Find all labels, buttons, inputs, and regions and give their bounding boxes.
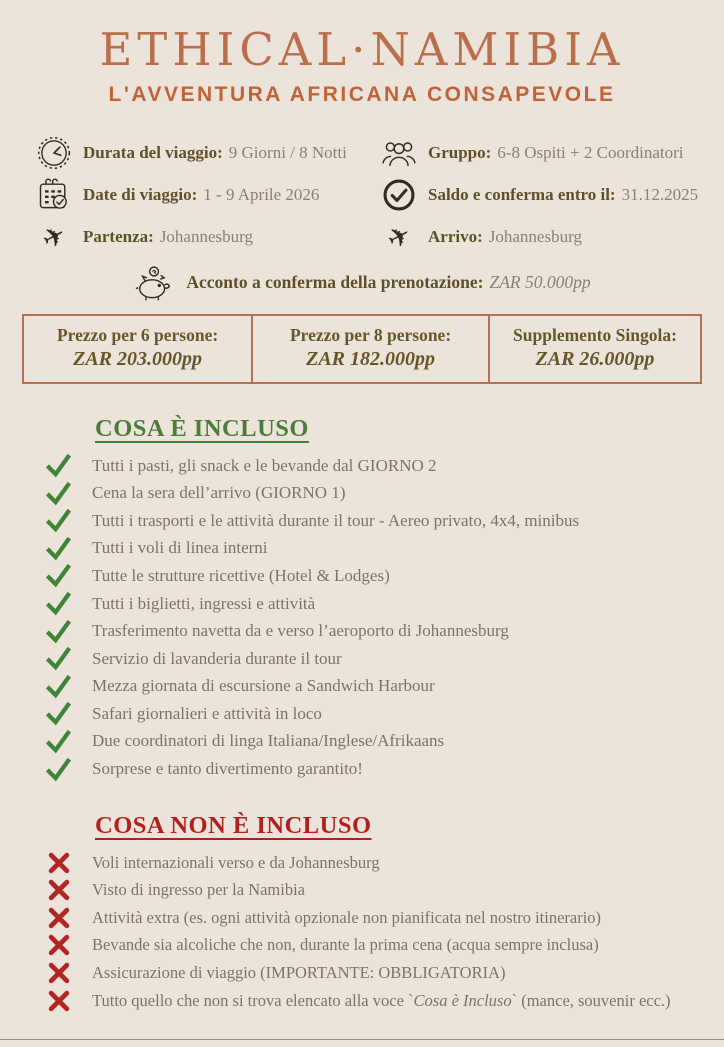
- not-included-item-text: Bevande sia alcoliche che non, durante la prima cena (acqua sempre inclusa): [92, 935, 599, 955]
- not-included-item: [0, 904, 724, 932]
- check-icon: [46, 591, 71, 616]
- not-included-item: [0, 959, 724, 987]
- info-label: Durata del viaggio:: [83, 143, 223, 163]
- not-included-item: [0, 849, 724, 877]
- price-value: ZAR 203.000pp: [73, 347, 203, 370]
- x-icon: [46, 988, 71, 1013]
- check-icon: [46, 536, 71, 561]
- info-value: 31.12.2025: [621, 185, 699, 205]
- included-heading: COSA È INCLUSO: [95, 414, 309, 442]
- not-included-item: [0, 876, 724, 904]
- x-icon: [46, 933, 71, 958]
- info-label: Gruppo:: [428, 143, 492, 163]
- not-included-section: [0, 812, 724, 1015]
- page-edge-line: [0, 1039, 724, 1040]
- not-included-item-text: Visto di ingresso per la Namibia: [92, 880, 306, 900]
- info-value: 1 - 9 Aprile 2026: [203, 185, 320, 205]
- deposit-row: [0, 262, 724, 304]
- included-item-text: Tutti i biglietti, ingressi e attività: [92, 593, 316, 613]
- included-item-text: Tutti i pasti, gli snack e le bevande dal GIORNO 2: [92, 455, 437, 475]
- deposit-value: ZAR 50.000pp: [489, 272, 591, 293]
- check-icon: [46, 729, 71, 754]
- price-value: ZAR 182.000pp: [306, 347, 436, 370]
- check-icon: [46, 453, 71, 478]
- included-item: [0, 617, 724, 645]
- included-item-text: Tutti i trasporti e le attività durante il tour - Aereo privato, 4x4, minibus: [92, 510, 580, 530]
- included-section: [0, 415, 724, 783]
- x-icon: [46, 961, 71, 986]
- last-item-suffix: ` (mance, souvenir ecc.): [511, 990, 671, 1010]
- page-title: ETHICAL·NAMIBIA: [99, 23, 625, 76]
- not-included-item-text: Assicurazione di viaggio (IMPORTANTE: OBBLIGATORIA): [92, 963, 506, 983]
- info-value: 6-8 Ospiti + 2 Coordinatori: [497, 143, 684, 163]
- included-item: [0, 728, 724, 756]
- included-item: [0, 479, 724, 507]
- info-row-arrival: [379, 219, 724, 256]
- check-icon: [46, 757, 71, 782]
- included-item-text: Tutti i voli di linea interni: [92, 538, 268, 558]
- info-row-departure: [34, 219, 379, 256]
- check-icon: [46, 646, 71, 671]
- price-table: [22, 314, 702, 384]
- not-included-list: [0, 849, 724, 1015]
- included-item: [0, 507, 724, 535]
- included-list: [0, 452, 724, 783]
- info-label: Partenza:: [83, 227, 154, 247]
- last-item-prefix: Tutto quello che non si trova elencato alla voce `: [92, 990, 414, 1010]
- included-item: [0, 645, 724, 673]
- deposit-label: Acconto a conferma della prenotazione:: [186, 272, 484, 293]
- x-icon: [46, 878, 71, 903]
- price-cell-8-persons: [251, 316, 488, 382]
- included-item-text: Servizio di lavanderia durante il tour: [92, 648, 342, 668]
- included-item: [0, 755, 724, 783]
- included-item: [0, 452, 724, 480]
- price-value: ZAR 26.000pp: [535, 347, 655, 370]
- info-row-dates: [34, 177, 379, 214]
- included-item-text: Mezza giornata di escursione a Sandwich Harbour: [92, 676, 435, 696]
- not-included-item: [0, 987, 724, 1015]
- check-icon: [46, 481, 71, 506]
- piggy-bank-icon: [133, 263, 177, 303]
- included-item-text: Tutte le strutture ricettive (Hotel & Lodges): [92, 565, 390, 585]
- clock-icon: [34, 134, 74, 172]
- page-subtitle: L'AVVENTURA AFRICANA CONSAPEVOLE: [108, 82, 616, 106]
- not-included-item-text: Attività extra (es. ogni attività opzionale non pianificata nel nostro itinerario): [92, 907, 602, 927]
- not-included-item-text: Voli internazionali verso e da Johannesburg: [92, 852, 380, 872]
- included-item: [0, 535, 724, 563]
- included-item: [0, 700, 724, 728]
- check-icon: [46, 674, 71, 699]
- last-item-italic: Cosa è Incluso: [413, 990, 512, 1010]
- included-item: [0, 590, 724, 618]
- included-item: [0, 673, 724, 701]
- info-row-balance-due: [379, 177, 724, 214]
- info-row-duration: [34, 135, 379, 172]
- airplane-icon: ✈: [36, 218, 72, 257]
- info-label: Arrivo:: [428, 227, 483, 247]
- info-label: Saldo e conferma entro il:: [428, 185, 616, 205]
- info-row-group: [379, 135, 724, 172]
- calendar-icon: [34, 176, 74, 214]
- not-included-heading: COSA NON È INCLUSO: [95, 811, 372, 839]
- info-value: Johannesburg: [488, 227, 582, 247]
- x-icon: [46, 850, 71, 875]
- x-icon: [46, 905, 71, 930]
- not-included-item: [0, 932, 724, 960]
- price-label: Prezzo per 8 persone:: [289, 324, 452, 345]
- included-item-text: Cena la sera dell’arrivo (GIORNO 1): [92, 483, 346, 503]
- trip-info-grid: [0, 135, 724, 256]
- included-item-text: Trasferimento navetta da e verso l’aeroporto di Johannesburg: [92, 621, 509, 641]
- price-label: Supplemento Singola:: [513, 324, 677, 345]
- check-icon: [46, 701, 71, 726]
- airplane-icon: ✈: [381, 218, 417, 257]
- info-value: 9 Giorni / 8 Notti: [228, 143, 347, 163]
- check-icon: [46, 563, 71, 588]
- price-cell-6-persons: [24, 316, 251, 382]
- price-cell-single-supplement: [488, 316, 700, 382]
- price-label: Prezzo per 6 persone:: [56, 324, 219, 345]
- check-icon: [46, 508, 71, 533]
- included-item-text: Sorprese e tanto divertimento garantito!: [92, 759, 363, 779]
- brochure-page: [0, 24, 724, 1047]
- check-icon: [46, 619, 71, 644]
- included-item: [0, 562, 724, 590]
- not-included-item-text: [92, 991, 671, 1011]
- check-circle-icon: [379, 176, 419, 214]
- info-label: Date di viaggio:: [83, 185, 198, 205]
- included-item-text: Safari giornalieri e attività in loco: [92, 703, 322, 723]
- info-value: Johannesburg: [159, 227, 253, 247]
- included-item-text: Due coordinatori di linga Italiana/Inglese/Afrikaans: [92, 731, 445, 751]
- people-group-icon: [379, 134, 419, 172]
